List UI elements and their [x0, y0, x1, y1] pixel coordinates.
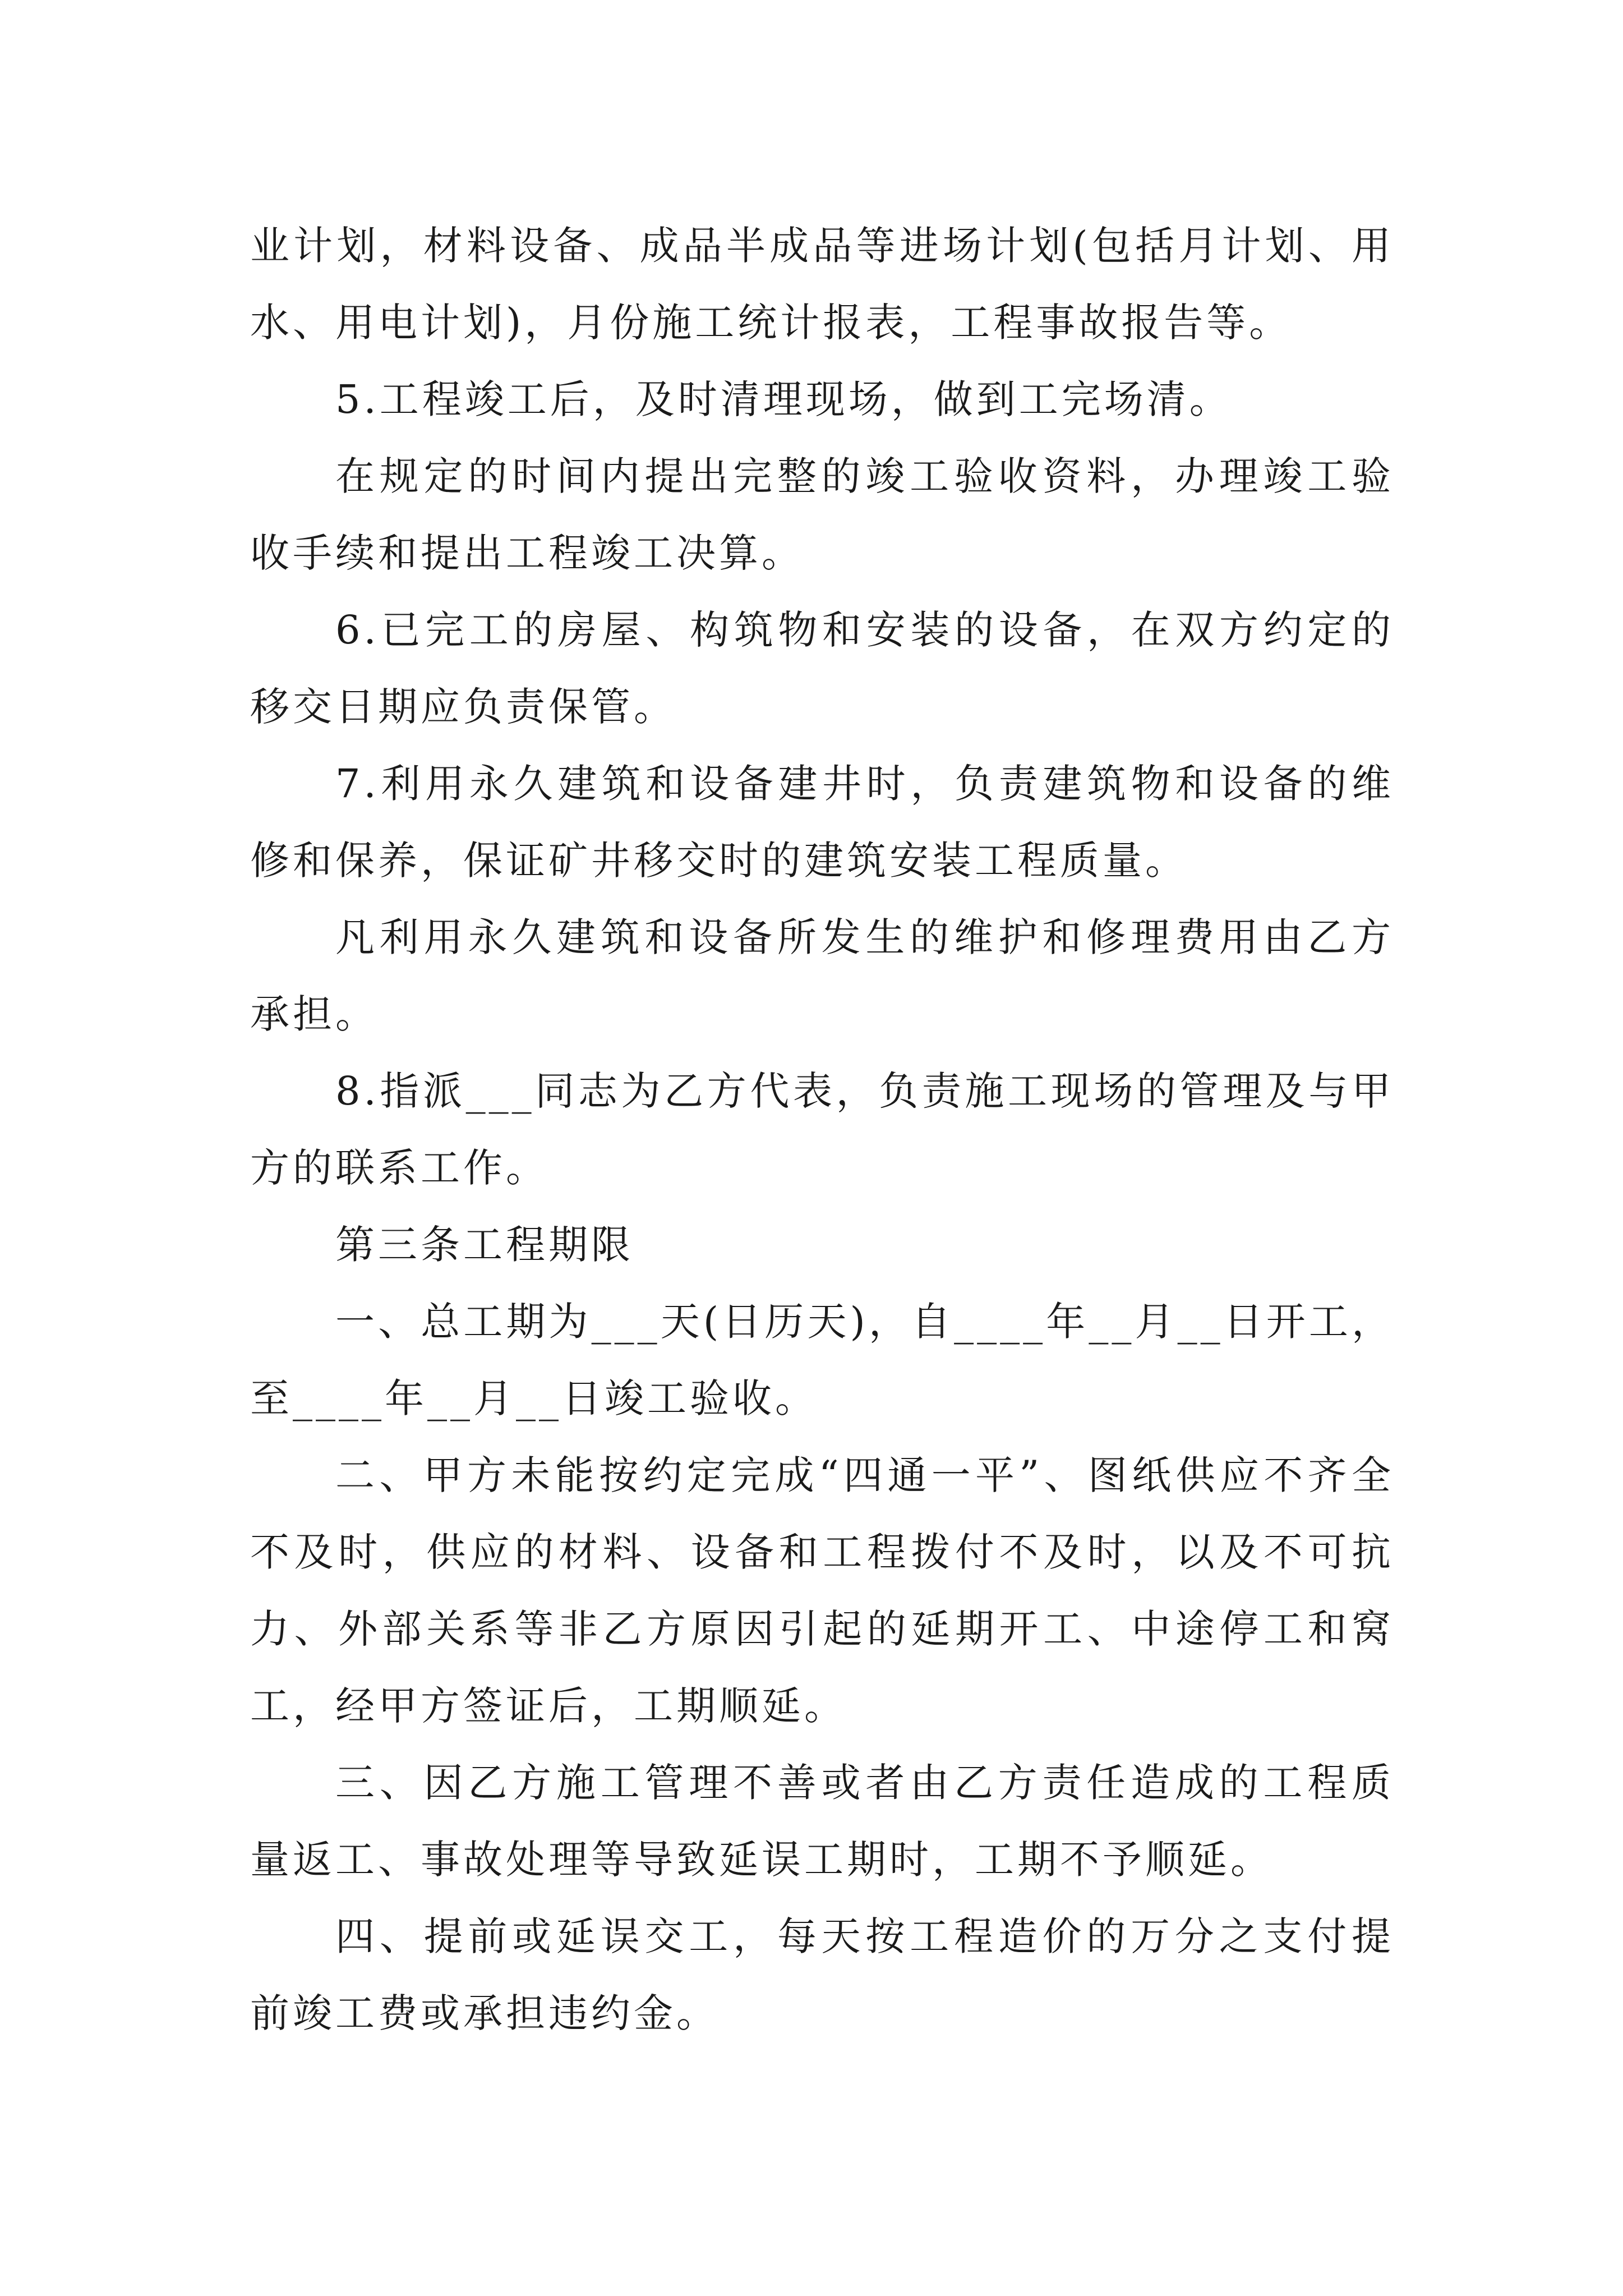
paragraph-item-6: 6.已完工的房屋、构筑物和安装的设备，在双方约定的移交日期应负责保管。: [250, 607, 1394, 730]
paragraph-item-7-detail: 凡利用永久建筑和设备所发生的维护和修理费用由乙方承担。: [250, 914, 1394, 1037]
paragraph-item-5-detail: 在规定的时间内提出完整的竣工验收资料，办理竣工验收手续和提出工程竣工决算。: [250, 453, 1394, 576]
paragraph-item-7: 7.利用永久建筑和设备建井时，负责建筑物和设备的维修和保养，保证矿井移交时的建筑安装工程质量。: [250, 761, 1394, 884]
paragraph-clause-3: 三、因乙方施工管理不善或者由乙方责任造成的工程质量返工、事故处理等导致延误工期时，工期不予顺延。: [250, 1760, 1394, 1883]
paragraph-clause-4: 四、提前或延误交工，每天按工程造价的万分之支付提前竣工费或承担违约金。: [250, 1913, 1394, 2036]
paragraph-item-5: 5.工程竣工后，及时清理现场，做到工完场清。: [335, 376, 1232, 422]
section-heading-article-3: 第三条工程期限: [335, 1222, 634, 1268]
paragraph-item-8: 8.指派___同志为乙方代表，负责施工现场的管理及与甲方的联系工作。: [250, 1068, 1394, 1191]
document-body: [250, 208, 1394, 2052]
paragraph-clause-2: 二、甲方未能按约定完成“四通一平”、图纸供应不齐全不及时，供应的材料、设备和工程拨付不及时，以及不可抗力、外部关系等非乙方原因引起的延期开工、中途停工和窝工，经甲方签证后，工期顺延。: [250, 1452, 1394, 1729]
paragraph-continuation: 业计划，材料设备、成品半成品等进场计划(包括月计划、用水、用电计划)，月份施工统计报表，工程事故报告等。: [250, 223, 1394, 346]
paragraph-clause-1: 一、总工期为___天(日历天)，自____年__月__日开工，至____年__月__日竣工验收。: [250, 1299, 1394, 1421]
